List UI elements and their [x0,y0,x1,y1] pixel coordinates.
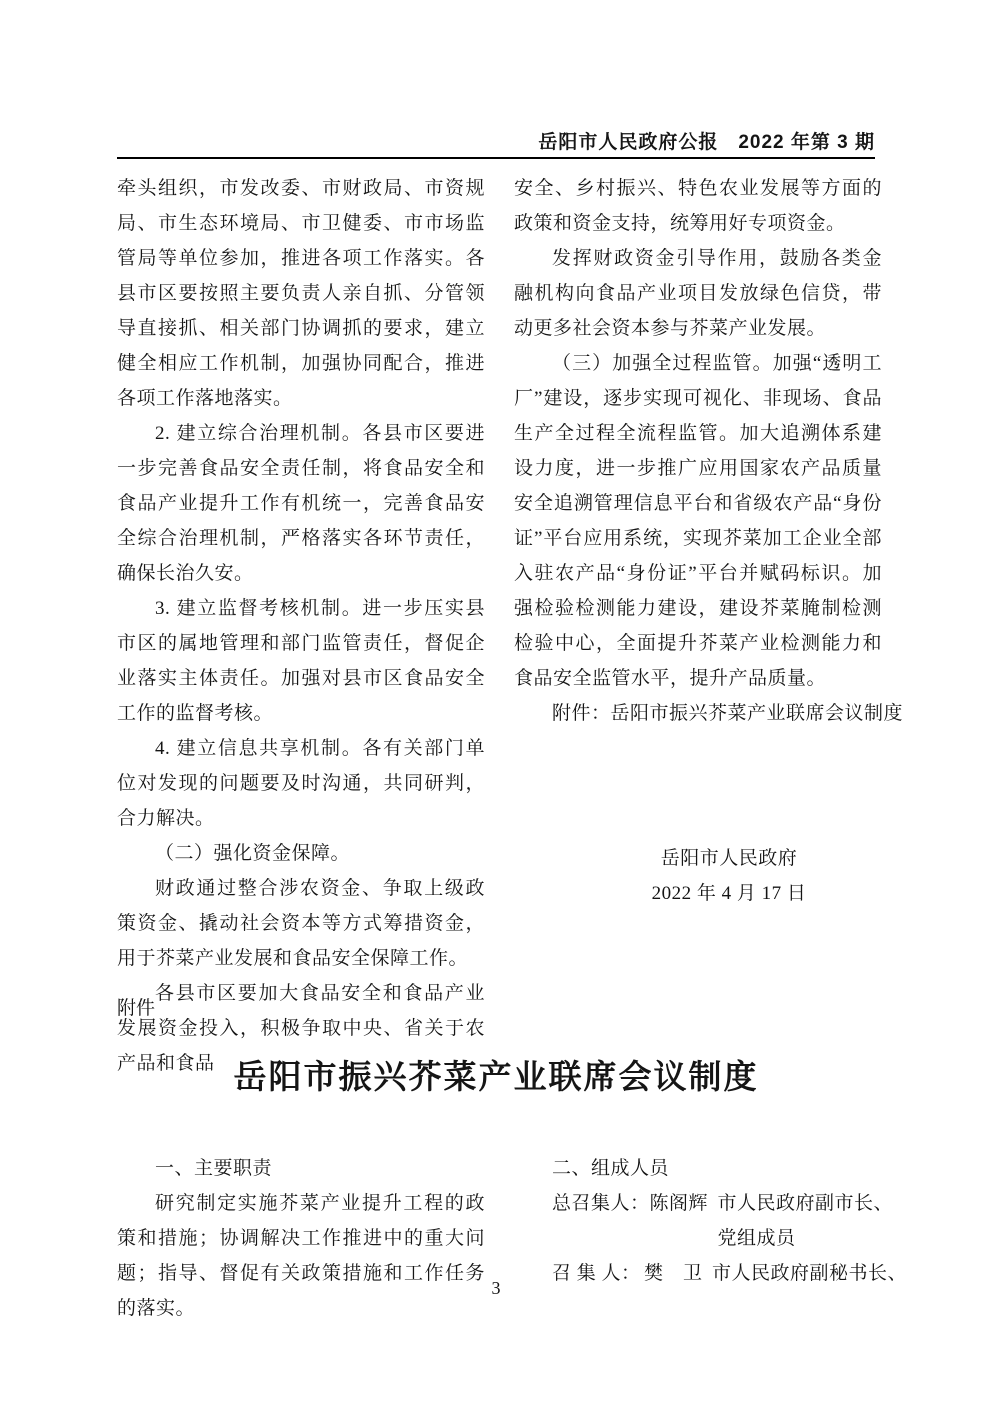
signature-date: 2022 年 4 月 17 日 [651,883,807,904]
body-paragraph: 财政通过整合涉农资金、争取上级政策资金、撬动社会资本等方式筹措资金，用于芥菜产业发展和食品安全保障工作。 [117,878,485,969]
body-paragraph: 4. 建立信息共享机制。各有关部门单位对发现的问题要及时沟通，共同研判，合力解决。 [117,738,485,829]
body-paragraph: 安全、乡村振兴、特色农业发展等方面的政策和资金支持，统筹用好专项资金。 [514,178,882,234]
body-paragraph: 牵头组织，市发改委、市财政局、市资规局、市生态环境局、市卫健委、市市场监管局等单位参加，推进各项工作落实。各县市区要按照主要负责人亲自抓、分管领导直接抓、相关部门协调抓的要求，建立健全相应工作机制，加强协同配合，推进各项工作落地落实。 [117,178,485,409]
appendix-label: 附件 [117,998,156,1019]
members-heading: 二、组成人员 [552,1158,670,1179]
appendix-title: 岳阳市振兴芥菜产业联席会议制度 [233,1058,759,1095]
member-name: 陈阁辉 [649,1193,709,1214]
member-label: 召 集 人： [552,1263,641,1284]
left-column [117,171,485,1081]
body-paragraph: 3. 建立监督考核机制。进一步压实县市区的属地管理和部门监管责任，督促企业落实主体责任。加强对县市区食品安全工作的监督考核。 [117,598,485,724]
member-label: 总召集人： [552,1193,650,1214]
right-column [514,171,904,911]
member-name: 樊 卫 [644,1263,703,1284]
body-paragraph: 2. 建立综合治理机制。各县市区要进一步完善食品安全责任制，将食品安全和食品产业提升工作有机统一，完善食品安全综合治理机制，严格落实各环节责任，确保长治久安。 [117,423,485,584]
member-role-line: 党组成员 [717,1228,796,1249]
signature-block [514,841,882,911]
section-heading-funding: （二）强化资金保障。 [155,843,351,864]
member-role [718,1186,894,1256]
header-rule [117,157,875,159]
appendix-duties-column [117,1151,485,1326]
page-number: 3 [491,1278,501,1298]
gazette-running-head: 岳阳市人民政府公报 2022 年第 3 期 [538,132,875,153]
attachment-note: 附件：岳阳市振兴芥菜产业联席会议制度 [552,703,904,724]
duties-heading: 一、主要职责 [155,1158,273,1179]
duties-body: 研究制定实施芥菜产业提升工程的政策和措施；协调解决工作推进中的重大问题；指导、督促有关政策措施和工作任务的落实。 [117,1193,485,1319]
member-role-line: 市人民政府副秘书长、 [712,1263,908,1284]
signature-issuer: 岳阳市人民政府 [660,848,798,869]
appendix-members-column [514,1151,908,1291]
member-role-line: 市人民政府副市长、 [717,1193,894,1214]
body-paragraph: （三）加强全过程监管。加强“透明工厂”建设，逐步实现可视化、非现场、食品生产全过程全流程监管。加大追溯体系建设力度，进一步推广应用国家农产品质量安全追溯管理信息平台和省级农产品“身份证”平台应用系统，实现芥菜加工企业全部入驻农产品“身份证”平台并赋码标识。加强检验检测能力建设，建设芥菜腌制检测检验中心，全面提升芥菜产业检测能力和食品安全监管水平，提升产品质量。 [514,353,882,689]
body-paragraph: 发挥财政资金引导作用，鼓励各类金融机构向食品产业项目发放绿色信贷，带动更多社会资本参与芥菜产业发展。 [514,248,882,339]
body-paragraph: 各县市区要加大食品安全和食品产业发展资金投入，积极争取中央、省关于农产品和食品 [117,983,485,1074]
member-row-chief-convener [514,1186,894,1256]
